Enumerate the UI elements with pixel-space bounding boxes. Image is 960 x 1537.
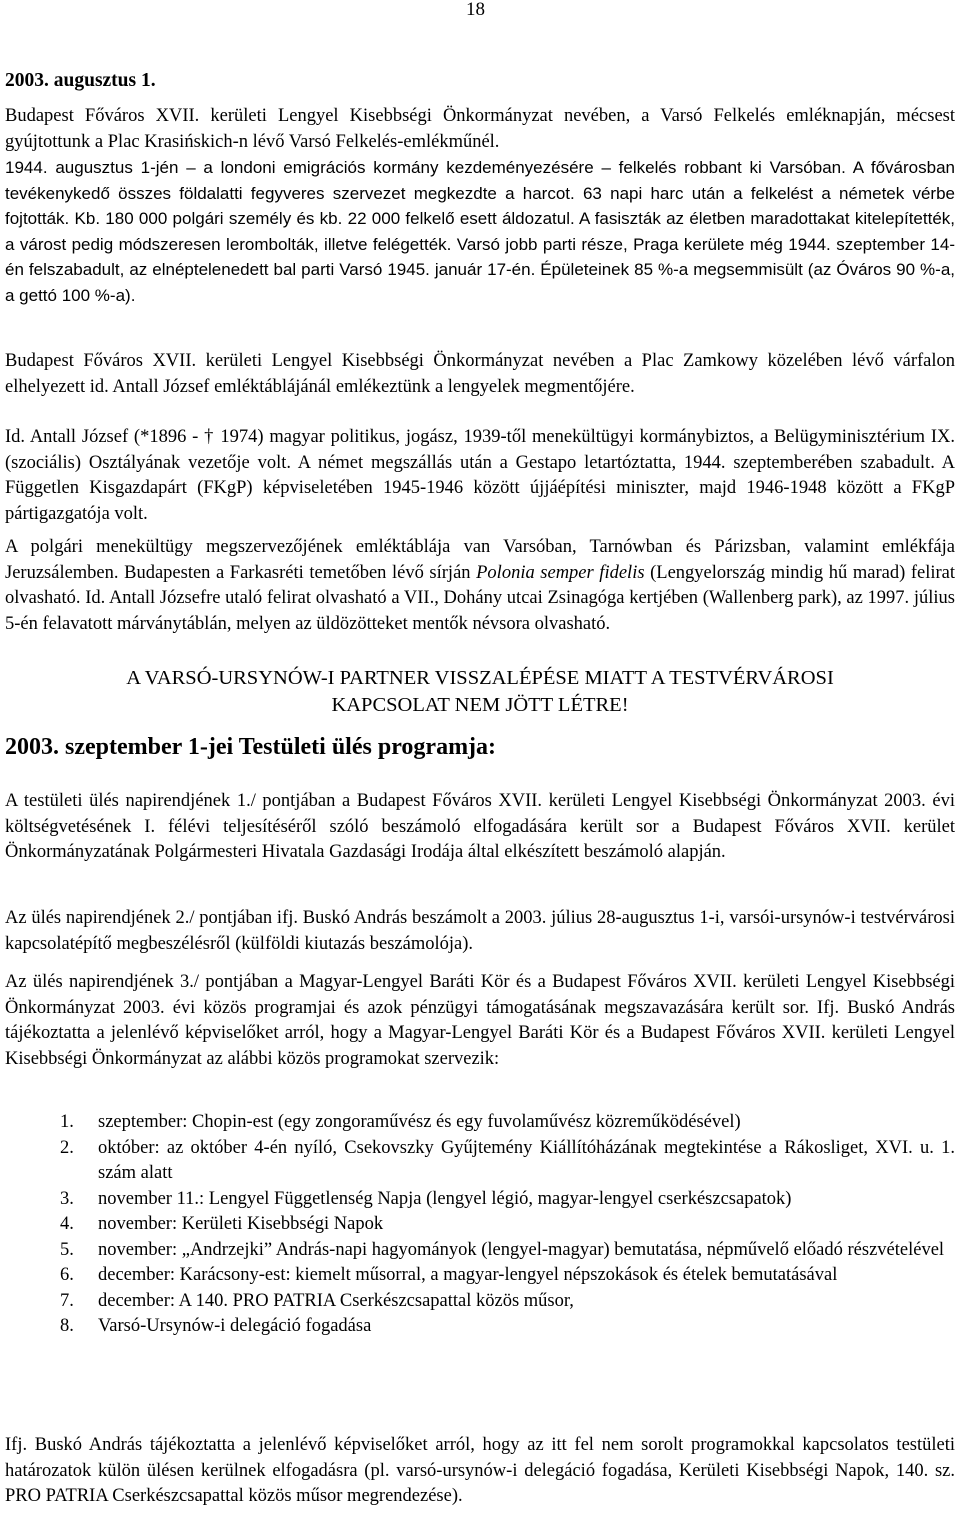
- page-number: 18: [466, 0, 485, 20]
- paragraph-text: Id. Antall József (*1896 - † 1974) magyar politikus, jogász, 1939-től menekültügyi kormánybiztos, a Belügyminisztérium IX. (szociális) Osztályának vezetője volt. A német megszállás után a Gestapo letartóztatta, 1944. szeptemberében szabadult. A Független Kisgazdapárt (FKgP) képviseletében 1945-1946 között újjáépítési miniszter, majd 1946-1948 között a FKgP pártigazgatója volt.: [5, 427, 955, 524]
- agenda-item-2: [5, 906, 955, 957]
- program-number: 3.: [60, 1188, 74, 1209]
- program-text: október: az október 4-én nyíló, Csekovszky Gyűjtemény Kiállítóházának megtekintése a Rákosliget, XVI. u. 1. szám alatt: [98, 1137, 955, 1183]
- program-number: 8.: [60, 1316, 74, 1336]
- paragraph-text: A testületi ülés napirendjének 1./ pontjában a Budapest Főváros XVII. kerületi Lengyel Kisebbségi Önkormányzat 2003. évi költségvetésének I. félévi teljesítéséről szóló beszámoló elfogadására került sor a Budapest Főváros XVII. kerület Önkormányzatának Polgármesteri Hivatala Gazdasági Irodája által elkészített beszámoló alapján.: [5, 791, 955, 862]
- program-number: 6.: [60, 1265, 74, 1285]
- program-text: december: Karácsony-est: kiemelt műsorral, a magyar-lengyel népszokások és ételek bemutatásával: [98, 1265, 838, 1285]
- program-item: [5, 1187, 955, 1213]
- paragraph-antall-biography: [5, 425, 955, 527]
- memorial-inscription: Polonia semper fidelis: [476, 562, 645, 583]
- date-heading: 2003. augusztus 1.: [5, 70, 156, 91]
- banner-line-1: A VARSÓ-URSYNÓW-I PARTNER VISSZALÉPÉSE MIATT A TESTVÉRVÁROSI: [126, 667, 834, 689]
- program-text: november: Kerületi Kisebbségi Napok: [98, 1214, 384, 1234]
- agenda-item-1: [5, 789, 955, 866]
- paragraph-budapest-plaque: [5, 349, 955, 400]
- paragraph-warsaw-uprising: [5, 155, 955, 308]
- session-title: 2003. szeptember 1-jei Testületi ülés programja:: [5, 734, 497, 760]
- paragraph-text: Az ülés napirendjének 2./ pontjában ifj. Buskó András beszámolt a 2003. július 28-augusztus 1-i, varsói-ursynów-i testvérvárosi kapcsolatépítő megbeszélésről (külföldi kiutazás beszámolója).: [5, 908, 955, 954]
- paragraph-memorials: [5, 535, 955, 637]
- paragraph-text: [5, 535, 955, 637]
- paragraph-text: Ifj. Buskó András tájékoztatta a jelenlévő képviselőket arról, hogy az itt fel nem sorolt programokkal kapcsolatos testületi határozatok külön ülésen kerülnek elfogadásra (pl. varsó-ursynów-i delegáció fogadása, Kerületi Kisebbségi Napok, 140. sz. PRO PATRIA Cserkészcsapattal közös műsor megrendezése).: [5, 1435, 955, 1506]
- program-number: 2.: [60, 1137, 74, 1158]
- paragraph-text: 1944. augusztus 1-jén – a londoni emigrációs kormány kezdeményezésére – felkelés robbant ki Varsóban. A fővárosban tevékenykedő összes földalatti fegyveres szervezet megkezdte a harcot. 63 napi harc után a felkelést a németek vérbe fojtották. Kb. 180 000 polgári személy és kb. 22 000 felkelő esett áldozatul. A fasiszták az életben maradottakat kitelepítették, a várost pedig módszeresen lerombolták, illetve felégették. Varsó jobb parti része, Praga kerülete még 1944. szeptember 14-én felszabadult, az elnéptelenedett bal parti Varsó 1945. január 17-én. Épületeinek 85 %-a megsemmisült (az Óváros 90 %-a, a gettó 100 %-a).: [5, 158, 955, 305]
- program-number: 1.: [60, 1112, 74, 1132]
- memorial-text-a: A polgári menekültügy megszervezőjének emléktáblája van Varsóban, Tarnówban és Párizsban, valamint emlékfája Jeruzsálemben. Budapesten a Farkasréti temetőben lévő sírján: [5, 537, 955, 583]
- paragraph-text: Budapest Főváros XVII. kerületi Lengyel Kisebbségi Önkormányzat nevében, a Varsó Felkelés emléknapján, mécsest gyújtottunk a Plac Krasińskich-n lévő Varsó Felkelés-emlékműnél.: [5, 106, 955, 152]
- memorial-text-b: (Lengyelország mindig hű marad) felirat olvasható. Id. Antall Józsefre utaló felirat olvasható a VII., Dohány utcai Zsinagóga kertjében (Wallenberg park), az 1997. július 5-én felavatott márványtáblán, melyen az üldözötteket mentők névsora olvasható.: [5, 562, 955, 634]
- program-number: 4.: [60, 1214, 74, 1234]
- program-list-items: [5, 1110, 955, 1340]
- closing-paragraph: [5, 1433, 955, 1510]
- program-text: szeptember: Chopin-est (egy zongoraművész és egy fuvolaművész közreműködésével): [98, 1112, 741, 1132]
- program-item: [5, 1289, 955, 1315]
- program-text: november 11.: Lengyel Függetlenség Napja (lengyel légió, magyar-lengyel cserkészcsapatok): [98, 1188, 792, 1209]
- program-item: [5, 1212, 955, 1238]
- agenda-item-3: [5, 970, 955, 1072]
- program-item: [5, 1238, 955, 1264]
- paragraph-text: Budapest Főváros XVII. kerületi Lengyel Kisebbségi Önkormányzat nevében a Plac Zamkowy közelében lévő várfalon elhelyezett id. Antall József emléktáblájánál emlékeztünk a lengyelek megmentőjére.: [5, 351, 955, 397]
- program-text: december: A 140. PRO PATRIA Cserkészcsapattal közös műsor,: [98, 1290, 574, 1311]
- program-text: november: „Andrzejki” András-napi hagyományok (lengyel-magyar) bemutatása, népművelő előadó részvételével: [98, 1239, 945, 1260]
- partnership-banner: [0, 665, 960, 719]
- program-text: Varsó-Ursynów-i delegáció fogadása: [98, 1316, 372, 1336]
- program-item: [5, 1263, 955, 1289]
- program-item: [5, 1136, 955, 1187]
- banner-line-2: KAPCSOLAT NEM JÖTT LÉTRE!: [331, 694, 629, 716]
- paragraph-text: Az ülés napirendjének 3./ pontjában a Magyar-Lengyel Baráti Kör és a Budapest Főváros XVII. kerületi Lengyel Kisebbségi Önkormányzat 2003. évi közös programjai és azok pénzügyi támogatásának megszavazására került sor. Ifj. Buskó András tájékoztatta a jelenlévő képviselőket arról, hogy a Magyar-Lengyel Baráti Kör és a Budapest Főváros XVII. kerületi Lengyel Kisebbségi Önkormányzat az alábbi közös programokat szervezik:: [5, 972, 955, 1069]
- program-list: [5, 1110, 955, 1340]
- program-item: [5, 1314, 955, 1340]
- program-number: 5.: [60, 1239, 74, 1260]
- paragraph-budapest-candle: [5, 104, 955, 155]
- program-item: [5, 1110, 955, 1136]
- program-number: 7.: [60, 1290, 74, 1311]
